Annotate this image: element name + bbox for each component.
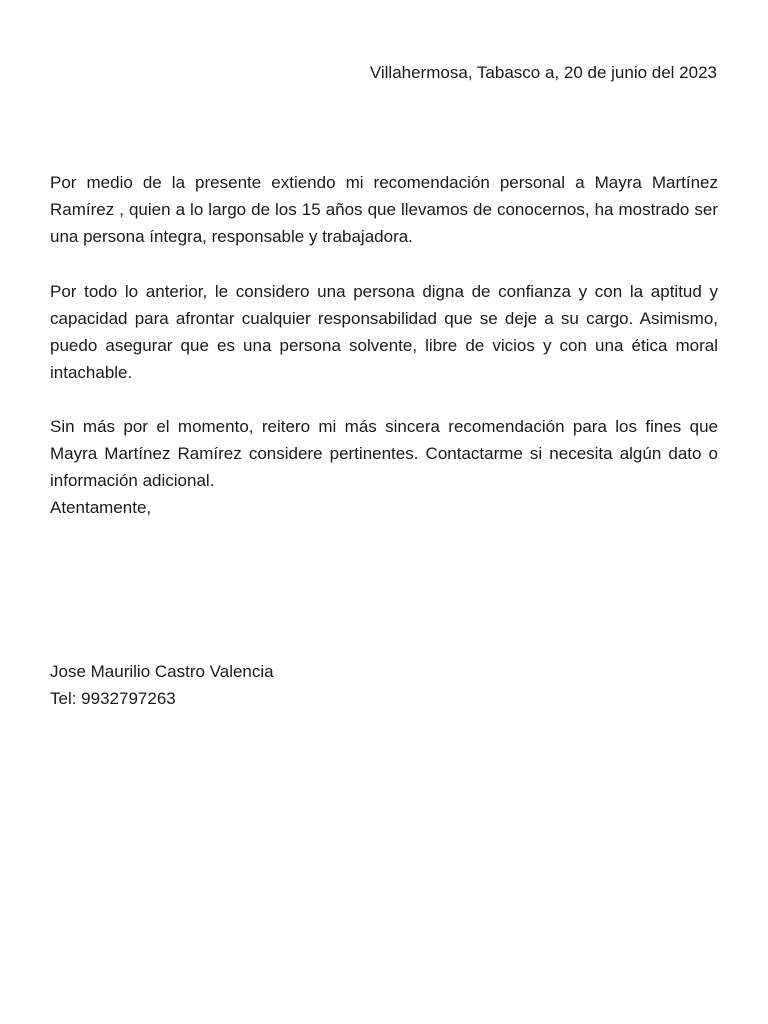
signature-block (50, 658, 274, 712)
signer-name: Jose Maurilio Castro Valencia (50, 662, 274, 681)
paragraph-trust: Por todo lo anterior, le considero una persona digna de confianza y con la aptitud y capacidad para afrontar cualquier responsabilidad que se deje a su cargo. Asimismo, puedo asegurar que es una persona solvente, libre de vicios y con una ética moral intachable. (50, 282, 718, 382)
signer-phone: Tel: 9932797263 (50, 689, 176, 708)
paragraph-closing-remarks: Sin más por el momento, reitero mi más sincera recomendación para los fines que Mayra Martínez Ramírez considere pertinentes. Contactarme si necesita algún dato o información adicional. (50, 417, 718, 490)
closing-salutation: Atentamente, (50, 498, 152, 517)
place-and-date: Villahermosa, Tabasco a, 20 de junio del 2023 (369, 63, 717, 82)
paragraph-recommendation: Por medio de la presente extiendo mi recomendación personal a Mayra Martínez Ramírez , quien a lo largo de los 15 años que llevamos de conocernos, ha mostrado ser una persona íntegra, responsable y trabajadora. (50, 173, 718, 246)
